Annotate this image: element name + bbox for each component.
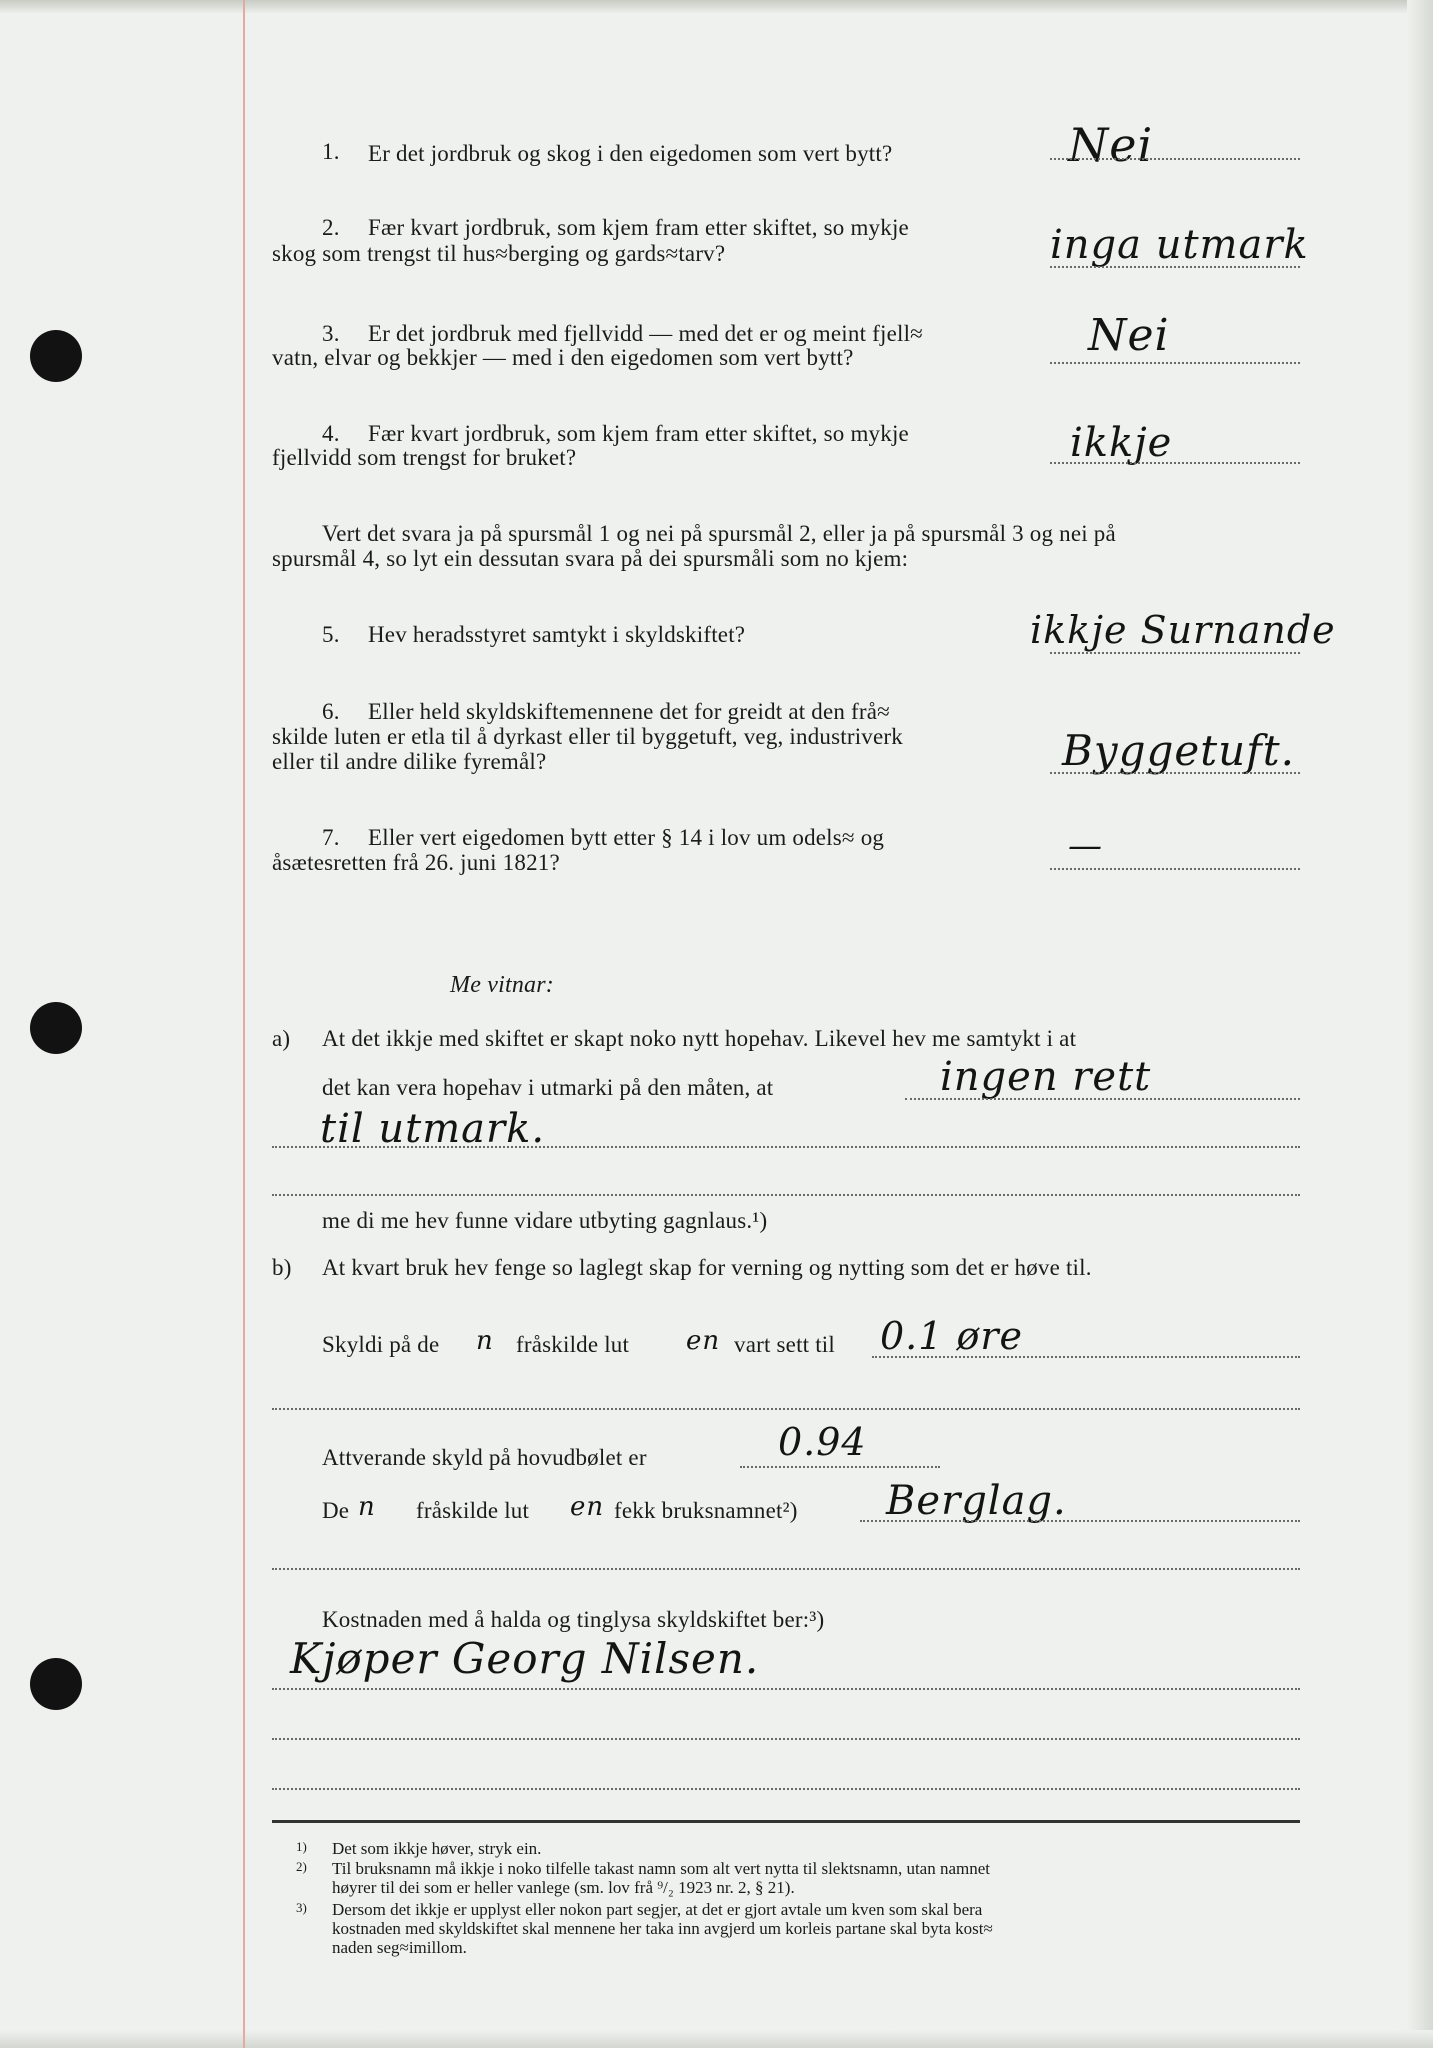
footnote-text: Til bruksnamn må ikkje i noko tilfelle takast namn som alt vert nytta til slektsnamn, utan namnet [332, 1859, 991, 1878]
answer-line [272, 1408, 1300, 1410]
footnote-divider [272, 1820, 1300, 1823]
question-text: Eller vert eigedomen bytt etter § 14 i lov um odels≈ og [368, 825, 885, 850]
scan-top-edge [0, 0, 1433, 14]
handwritten-answer: ikkje [1070, 420, 1173, 466]
field-label: De [322, 1498, 350, 1523]
handwritten-answer: Nei [1068, 118, 1154, 172]
field-label: Kostnaden med å halda og tinglysa skyldskiftet ber:³) [322, 1607, 825, 1632]
footnote-text: høyrer til dei som er heller vanlege (sm. lov frå ⁹/₂ 1923 nr. 2, § 21). [332, 1878, 795, 1897]
handwritten-answer: Kjøper Georg Nilsen. [290, 1634, 760, 1683]
question-number: 5. [322, 622, 340, 647]
section-text: me di me hev funne vidare utbyting gagnlaus.¹) [322, 1208, 768, 1233]
handwritten-answer: ikkje Surnande [1030, 608, 1336, 652]
question-text: skilde luten er etla til å dyrkast eller til byggetuft, veg, industriverk [272, 724, 903, 749]
question-text: Er det jordbruk og skog i den eigedomen som vert bytt? [368, 141, 893, 166]
answer-line [860, 1520, 1300, 1522]
margin-rule [243, 0, 245, 2048]
footnote-text: naden seg≈imillom. [332, 1938, 467, 1957]
handwritten-answer: — [1068, 826, 1103, 866]
footnote-mark: 1) [296, 1839, 307, 1854]
question-text: skog som trengst til hus≈berging og gards≈tarv? [272, 241, 726, 266]
footnote-text: Det som ikkje høver, stryk ein. [332, 1839, 542, 1858]
field-label: Attverande skyld på hovudbølet er [322, 1445, 647, 1470]
handwritten-answer: 0.1 øre [880, 1314, 1024, 1358]
handwritten-answer: til utmark. [320, 1106, 546, 1152]
question-text: åsætesretten frå 26. juni 1821? [272, 850, 560, 875]
footnote-mark: 2) [296, 1859, 307, 1874]
question-number: 4. [322, 421, 340, 446]
answer-line [1050, 772, 1300, 774]
handwritten-answer: Berglag. [886, 1478, 1067, 1524]
answer-line [1050, 652, 1300, 654]
answer-line [272, 1568, 1300, 1570]
answer-line [740, 1466, 940, 1468]
handwritten-fill: n [476, 1326, 494, 1356]
question-number: 2. [322, 215, 340, 240]
punch-hole-3 [30, 1658, 82, 1710]
handwritten-fill: en [686, 1326, 721, 1356]
answer-line [872, 1356, 1300, 1358]
question-text: eller til andre dilike fyremål? [272, 749, 547, 774]
field-label: fråskilde lut [516, 1332, 630, 1357]
answer-line [1050, 462, 1300, 464]
question-text: fjellvidd som trengst for bruket? [272, 445, 577, 470]
handwritten-answer: Byggetuft. [1062, 726, 1295, 775]
punch-hole-1 [30, 330, 82, 382]
handwritten-answer: inga utmark [1050, 222, 1309, 268]
answer-line [272, 1738, 1300, 1740]
question-number: 1. [322, 139, 340, 164]
instruction-line: spursmål 4, so lyt ein dessutan svara på dei spursmåli som no kjem: [272, 546, 909, 571]
answer-line [905, 1098, 1300, 1100]
witness-heading: Me vitnar: [450, 972, 554, 998]
section-text: At det ikkje med skiftet er skapt noko nytt hopehav. Likevel hev me samtykt i at [322, 1026, 1077, 1051]
section-label: a) [272, 1026, 291, 1051]
field-label: fråskilde lut [416, 1498, 530, 1523]
answer-line [272, 1146, 1300, 1148]
question-number: 6. [322, 699, 340, 724]
scan-right-edge [1407, 0, 1433, 2048]
question-text: Fær kvart jordbruk, som kjem fram etter skiftet, so mykje [368, 215, 909, 240]
answer-line [1050, 266, 1300, 268]
question-text: Eller held skyldskiftemennene det for greidt at den frå≈ [368, 699, 890, 724]
handwritten-answer: ingen rett [940, 1054, 1152, 1100]
answer-line [272, 1194, 1300, 1196]
question-number: 3. [322, 321, 340, 346]
answer-line [1050, 362, 1300, 364]
answer-line [272, 1688, 1300, 1690]
field-label: Skyldi på de [322, 1332, 440, 1357]
answer-line [1050, 868, 1300, 870]
handwritten-answer: 0.94 [778, 1420, 867, 1464]
field-label: fekk bruksnamnet²) [614, 1498, 798, 1523]
instruction-line: Vert det svara ja på spursmål 1 og nei på spursmål 2, eller ja på spursmål 3 og nei på [322, 521, 1116, 546]
question-text: vatn, elvar og bekkjer — med i den eigedomen som vert bytt? [272, 345, 854, 370]
handwritten-fill: en [570, 1492, 605, 1522]
section-label: b) [272, 1255, 292, 1280]
answer-line [1050, 158, 1300, 160]
handwritten-answer: Nei [1088, 310, 1170, 361]
answer-line [272, 1788, 1300, 1790]
question-number: 7. [322, 825, 340, 850]
question-text: Hev heradsstyret samtykt i skyldskiftet? [368, 622, 746, 647]
question-text: Fær kvart jordbruk, som kjem fram etter skiftet, so mykje [368, 421, 909, 446]
section-text: At kvart bruk hev fenge so laglegt skap for verning og nytting som det er høve til. [322, 1255, 1092, 1280]
footnote-text: Dersom det ikkje er upplyst eller nokon part segjer, at det er gjort avtale um kven som skal bera [332, 1900, 983, 1919]
handwritten-fill: n [358, 1492, 376, 1522]
footnote-text: kostnaden med skyldskiftet skal mennene her taka inn avgjerd um korleis partane skal byta kost≈ [332, 1919, 993, 1938]
punch-hole-2 [30, 1002, 82, 1054]
field-label: vart sett til [734, 1332, 835, 1357]
scan-bottom-edge [0, 2030, 1433, 2048]
footnote-mark: 3) [296, 1900, 307, 1915]
section-text: det kan vera hopehav i utmarki på den måten, at [322, 1075, 774, 1100]
question-text: Er det jordbruk med fjellvidd — med det er og meint fjell≈ [368, 321, 923, 346]
